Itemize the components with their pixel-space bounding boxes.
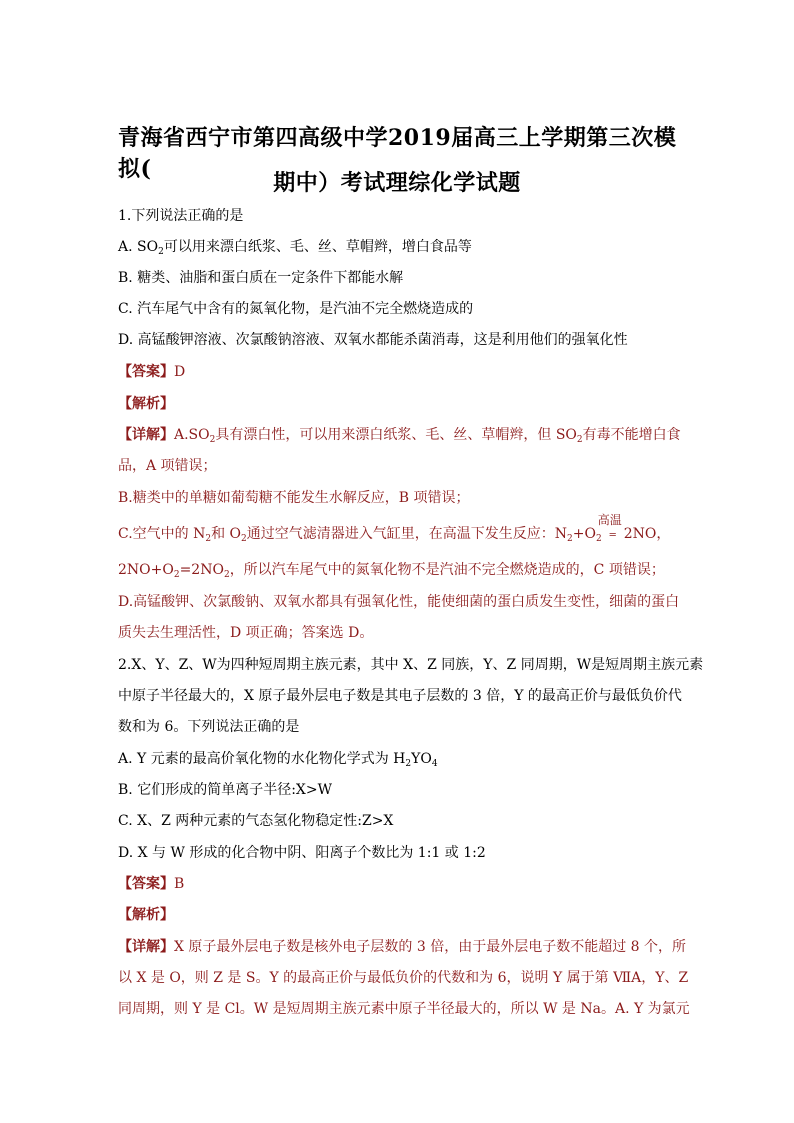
q1-detail-line-5: $2NO+O_2=2NO_2$，所以汽车尾气中的氮氧化物不是汽油不完全燃烧造成的，C 项错误； bbox=[118, 562, 665, 580]
q1-detail-line-2: 品，A 项错误； bbox=[118, 458, 217, 474]
q1-option-d: D. 高锰酸钾溶液、次氯酸钠溶液、双氧水都能杀菌消毒，这是利用他们的强氧化性 bbox=[118, 332, 628, 348]
document-title-line-1: 青海省西宁市第四高级中学2019届高三上学期第三次模拟( bbox=[118, 125, 677, 182]
q1-detail-line-4: C.空气中的 $N_2$和 $O_2$通过空气滤清器进入气缸里，在高温下发生反应：$N_2+O_2$ 高温 = 2NO， bbox=[118, 513, 671, 544]
q2-detail-line-1: 【详解】X 原子最外层电子数是核外电子层数的 3 倍，由于最外层电子数不能超过 8 个，所 bbox=[118, 939, 687, 955]
q1-option-b: B. 糖类、油脂和蛋白质在一定条件下都能水解 bbox=[118, 270, 404, 286]
q2-detail-line-3: 同周期，则 Y 是 Cl。W 是短周期主族元素中原子半径最大的，所以 W 是 Na。A. Y 为氯元 bbox=[118, 1001, 690, 1017]
document-title-line-2: 期中）考试理综化学试题 bbox=[273, 170, 521, 196]
reaction-condition: 高温 = bbox=[597, 513, 622, 541]
q2-option-c: C. X、Z 两种元素的气态氢化物稳定性:Z>X bbox=[118, 813, 394, 829]
q1-detail-line-6: D.高锰酸钾、次氯酸钠、双氧水都具有强氧化性，能使细菌的蛋白质发生变性，细菌的蛋白 bbox=[118, 594, 680, 610]
q1-stem: 1.下列说法正确的是 bbox=[118, 208, 244, 224]
q1-option-c: C. 汽车尾气中含有的氮氧化物，是汽油不完全燃烧造成的 bbox=[118, 301, 474, 317]
answer-label: 【答案】 bbox=[118, 364, 174, 380]
q1-answer: 【答案】D bbox=[118, 364, 186, 380]
q2-stem-line-1: 2.X、Y、Z、W为四种短周期主族元素，其中 X、Z 同族，Y、Z 同周期，W是短周期主族元素 bbox=[118, 657, 704, 673]
q2-analysis-label: 【解析】 bbox=[118, 907, 174, 923]
q1-detail-line-1: 【详解】$A.SO_2$具有漂白性，可以用来漂白纸浆、毛、丝、草帽辫，但 $SO_2$有毒不能增白食 bbox=[118, 427, 681, 445]
q1-detail-line-3: B.糖类中的单糖如葡萄糖不能发生水解反应，B 项错误； bbox=[118, 490, 470, 506]
q2-option-a: A. Y 元素的最高价氧化物的水化物化学式为 $H_2YO_4$ bbox=[118, 751, 438, 769]
q2-answer: 【答案】B bbox=[118, 876, 185, 892]
q2-detail-line-2: 以 X 是 O，则 Z 是 S。Y 的最高正价与最低负价的代数和为 6，说明 Y 属于第 ⅦA，Y、Z bbox=[118, 970, 689, 986]
q1-option-a: A. $SO_2$可以用来漂白纸浆、毛、丝、草帽辫，增白食品等 bbox=[118, 239, 472, 257]
q1-analysis-label: 【解析】 bbox=[118, 396, 174, 412]
q2-stem-line-3: 数和为 6。下列说法正确的是 bbox=[118, 719, 300, 735]
q2-stem-line-2: 中原子半径最大的，X 原子最外层电子数是其电子层数的 3 倍，Y 的最高正价与最低负价代 bbox=[118, 688, 682, 704]
q2-option-d: D. X 与 W 形成的化合物中阴、阳离子个数比为 1:1 或 1:2 bbox=[118, 845, 486, 861]
q1-detail-line-7: 质失去生理活性，D 项正确；答案选 D。 bbox=[118, 625, 374, 641]
q2-option-b: B. 它们形成的简单离子半径:X>W bbox=[118, 782, 332, 798]
